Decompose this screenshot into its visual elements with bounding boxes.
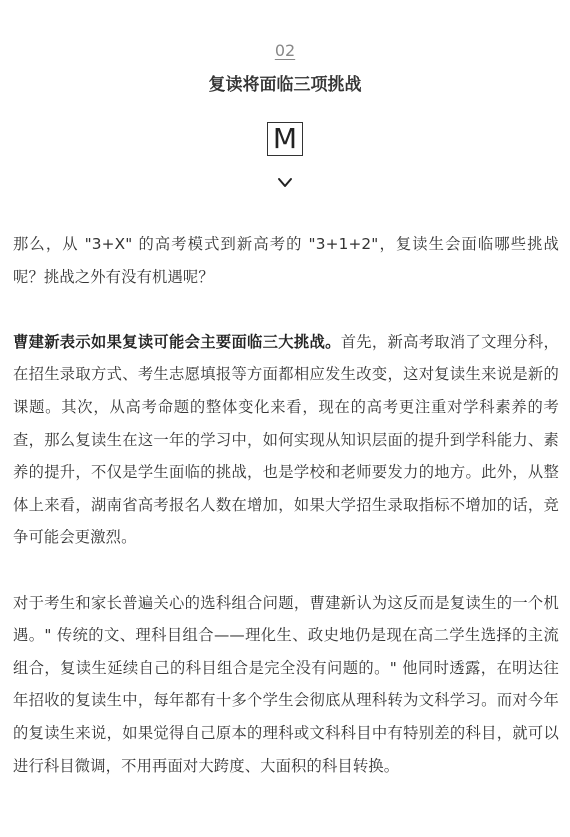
logo-letter: M: [272, 122, 298, 155]
article-body: [13, 228, 559, 782]
chevron-down-icon: [277, 177, 293, 189]
paragraph-challenges: [13, 326, 559, 554]
section-title: 复读将面临三项挑战: [208, 75, 362, 95]
paragraph-intro: [13, 228, 559, 293]
paragraph-challenges-text: 首先，新高考取消了文理分科，在招生录取方式、考生志愿填报等方面都相应发生改变，这对复读生来说是新的课题。其次，从高考命题的整体变化来看，现在的高考更注重对学科素养的考查，那么复读生在这一年的学习中，如何实现从知识层面的提升到学科能力、素养的提升，不仅是学生面临的挑战，也是学校和老师要发力的地方。此外，从整体上来看，湖南省高考报名人数在增加，如果大学招生录取指标不增加的话，竞争可能会更激烈。: [13, 332, 559, 547]
paragraph-gap: [13, 554, 559, 587]
logo-m-icon: [267, 122, 303, 156]
section-number: 02: [274, 41, 296, 60]
paragraph-gap: [13, 293, 559, 326]
section-header: [0, 0, 570, 210]
paragraph-opportunity: [13, 587, 559, 783]
paragraph-challenges-lead: 曹建新表示如果复读可能会主要面临三大挑战。: [13, 332, 341, 351]
paragraph-intro-text: 那么，从 "3+X" 的高考模式到新高考的 "3+1+2"，复读生会面临哪些挑战呢？挑战之外有没有机遇呢？: [13, 235, 559, 286]
paragraph-opportunity-text: 对于考生和家长普遍关心的选科组合问题，曹建新认为这反而是复读生的一个机遇。" 传统的文、理科目组合——理化生、政史地仍是现在高二学生选择的主流组合，复读生延续自己的科目组合是完全没有问题的。" 他同时透露，在明达往年招收的复读生中，每年都有十多个学生会彻底从理科转为文科学习。而对今年的复读生来说，如果觉得自己原本的理科或文科科目中有特别差的科目，就可以进行科目微调，不用再面对大跨度、大面积的科目转换。: [13, 593, 559, 775]
